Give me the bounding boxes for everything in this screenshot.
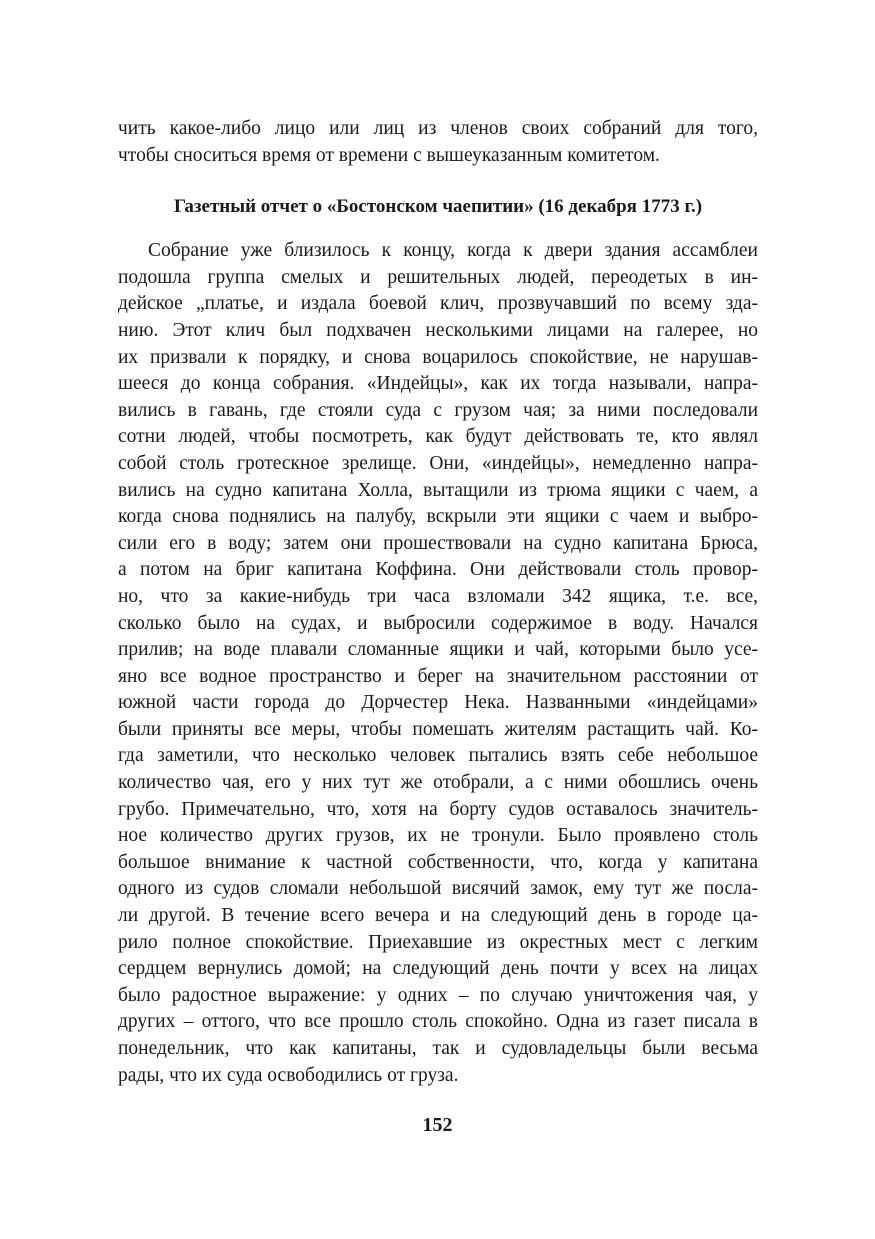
text-line: нию. Этот клич был подхвачен несколькими лицами на галерее, но	[118, 319, 758, 341]
text-line: прилив; на воде плавали сломанные ящики и чай, которыми было усе-	[118, 639, 758, 661]
text-line: гда заметили, что несколько человек пытались взять себе небольшое	[118, 745, 758, 767]
text-line: но, что за какие-нибудь три часа взломали 342 ящика, т.е. все,	[118, 585, 758, 607]
text-line: чтобы сноситься время от времени с вышеуказанным комитетом.	[118, 144, 660, 166]
page-content	[118, 116, 758, 1089]
text-line: их призвали к порядку, и снова воцарилось спокойствие, не нарушав-	[118, 346, 758, 368]
text-line: чить какое-либо лицо или лиц из членов своих собраний для того,	[118, 118, 758, 139]
text-line: шееся до конца собрания. «Индейцы», как их тогда называли, напра-	[118, 373, 758, 395]
text-line: было радостное выражение: у одних – по случаю уничтожения чая, у	[118, 984, 758, 1006]
body-paragraph	[118, 238, 758, 1089]
text-line: собой столь гротескное зрелище. Они, «индейцы», немедленно напра-	[118, 452, 758, 474]
text-line: других – оттого, что все прошло столь спокойно. Одна из газет писала в	[118, 1011, 758, 1033]
text-line: вились на судно капитана Холла, вытащили из трюма ящики с чаем, а	[118, 479, 758, 501]
text-line: ли другой. В течение всего вечера и на следующий день в городе ца-	[118, 905, 758, 927]
text-line: а потом на бриг капитана Коффина. Они действовали столь провор-	[118, 559, 758, 581]
text-line: одного из судов сломали небольшой висячий замок, ему тут же посла-	[118, 878, 758, 900]
text-line: Собрание уже близилось к концу, когда к двери здания ассамблеи	[148, 240, 758, 262]
text-line: дейское „платье, и издала боевой клич, прозвучавший по всему зда-	[118, 293, 758, 315]
text-line: сотни людей, чтобы посмотреть, как будут действовать те, кто являл	[118, 426, 758, 448]
text-line: рило полное спокойствие. Приехавшие из окрестных мест с легким	[118, 931, 758, 953]
text-line: яно все водное пространство и берег на значительном расстоянии от	[118, 665, 758, 687]
text-line: сили его в воду; затем они прошествовали на судно капитана Брюса,	[118, 532, 758, 554]
text-line: были приняты все меры, чтобы помешать жителям растащить чай. Ко-	[118, 718, 758, 740]
text-line: рады, что их суда освободились от груза.	[118, 1064, 459, 1086]
text-line: южной части города до Дорчестер Нека. Названными «индейцами»	[118, 692, 758, 714]
text-line: ное количество других грузов, их не тронули. Было проявлено столь	[118, 825, 758, 847]
text-line: понедельник, что как капитаны, так и судовладельцы были весьма	[118, 1038, 758, 1059]
text-line: грубо. Примечательно, что, хотя на борту судов оставалось значитель-	[118, 798, 758, 820]
section-heading: Газетный отчет о «Бостонском чаепитии» (16 декабря 1773 г.)	[173, 196, 703, 218]
page-number: 152	[422, 1114, 453, 1136]
text-line: большое внимание к частной собственности, что, когда у капитана	[118, 851, 758, 873]
intro-paragraph	[118, 116, 758, 169]
text-line: когда снова поднялись на палубу, вскрыли эти ящики с чаем и выбро-	[118, 506, 758, 528]
text-line: сколько было на судах, и выбросили содержимое в воду. Начался	[118, 612, 758, 634]
text-line: количество чая, его у них тут же отобрали, а с ними обошлись очень	[118, 772, 758, 794]
text-line: вились в гавань, где стояли суда с грузом чая; за ними последовали	[118, 399, 758, 421]
text-line: сердцем вернулись домой; на следующий день почти у всех на лицах	[118, 958, 758, 980]
text-line: подошла группа смелых и решительных людей, переодетых в ин-	[118, 266, 758, 288]
